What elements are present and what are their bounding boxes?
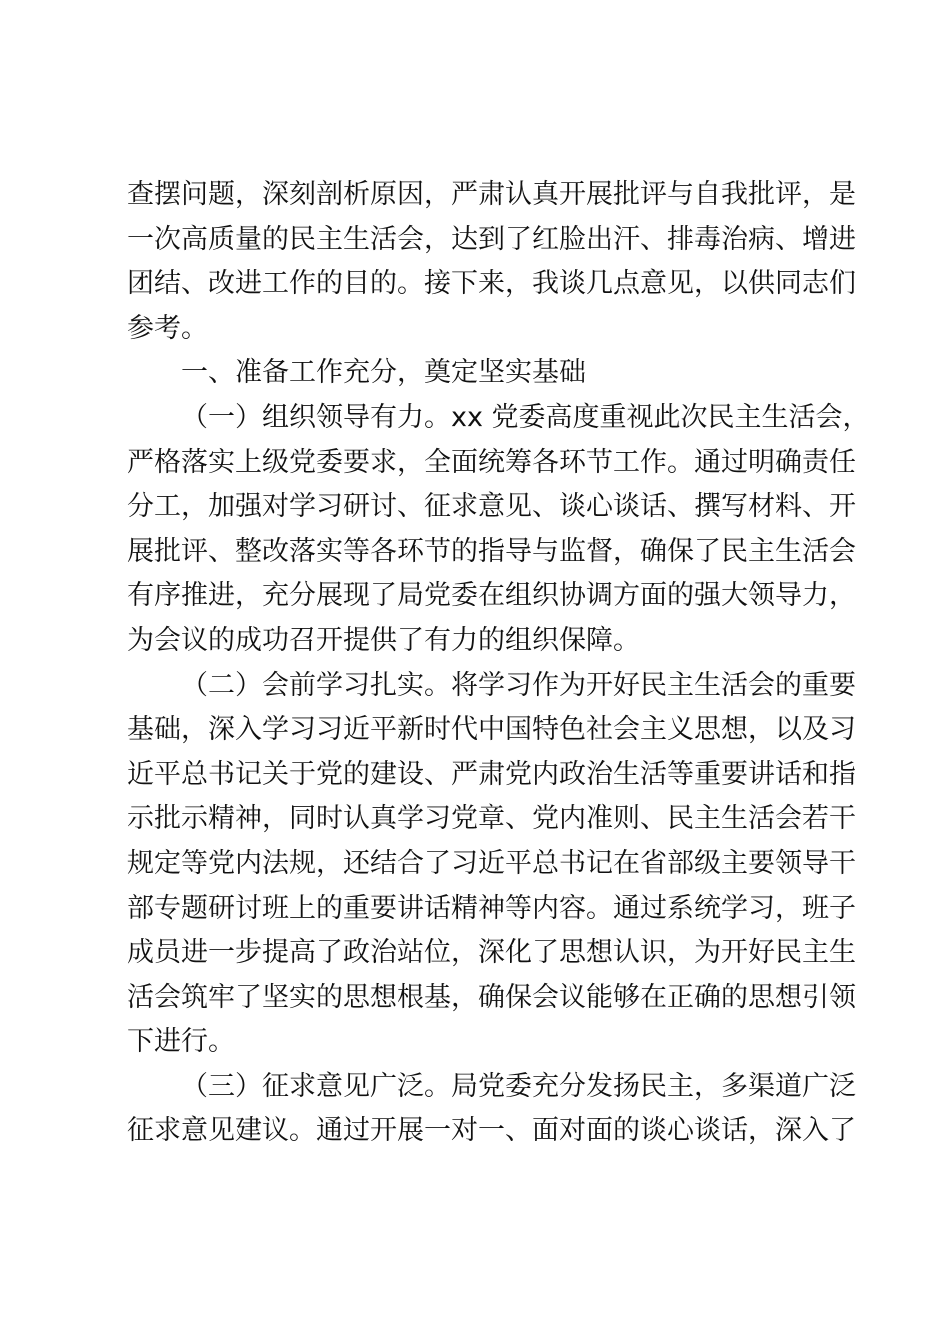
text-line: 查摆问题，深刻剖析原因，严肃认真开展批评与自我批评，是: [127, 179, 856, 210]
text-line: 基础，深入学习习近平新时代中国特色社会主义思想，以及习: [127, 714, 856, 746]
text-line: 有序推进，充分展现了局党委在组织协调方面的强大领导力，: [127, 580, 856, 612]
text-line: 部专题研讨班上的重要讲话精神等内容。通过系统学习，班子: [127, 892, 856, 924]
text-line: 示批示精神，同时认真学习党章、党内准则、民主生活会若干: [127, 803, 856, 835]
text-line: 活会筑牢了坚实的思想根基，确保会议能够在正确的思想引领: [127, 981, 856, 1013]
document-body: [127, 173, 870, 1154]
text-line: 一次高质量的民主生活会，达到了红脸出汗、排毒治病、增进: [127, 223, 856, 255]
text-line: 下进行。: [127, 1026, 235, 1058]
text-line: 为会议的成功召开提供了有力的组织保障。: [127, 624, 640, 656]
subsection-first-line: （一）组织领导有力。xx 党委高度重视此次民主生活会，: [181, 401, 870, 433]
section-heading: 一、准备工作充分，奠定坚实基础: [181, 357, 586, 389]
subsection-first-line: （三）征求意见广泛。局党委充分发扬民主，多渠道广泛: [181, 1070, 856, 1102]
text-line: 严格落实上级党委要求，全面统筹各环节工作。通过明确责任: [127, 446, 856, 478]
text-line: 团结、改进工作的目的。接下来，我谈几点意见，以供同志们: [127, 268, 856, 300]
text-line: 征求意见建议。通过开展一对一、面对面的谈心谈话，深入了: [127, 1115, 856, 1147]
text-line: 成员进一步提高了政治站位，深化了思想认识，为开好民主生: [127, 937, 856, 969]
text-line: 近平总书记关于党的建设、严肃党内政治生活等重要讲话和指: [127, 758, 856, 790]
text-line: 分工，加强对学习研讨、征求意见、谈心谈话、撰写材料、开: [127, 491, 856, 523]
text-line: 参考。: [127, 312, 208, 344]
text-line: 展批评、整改落实等各环节的指导与监督，确保了民主生活会: [127, 535, 856, 567]
subsection-first-line: （二）会前学习扎实。将学习作为开好民主生活会的重要: [181, 669, 856, 701]
text-line: 规定等党内法规，还结合了习近平总书记在省部级主要领导干: [127, 847, 856, 879]
